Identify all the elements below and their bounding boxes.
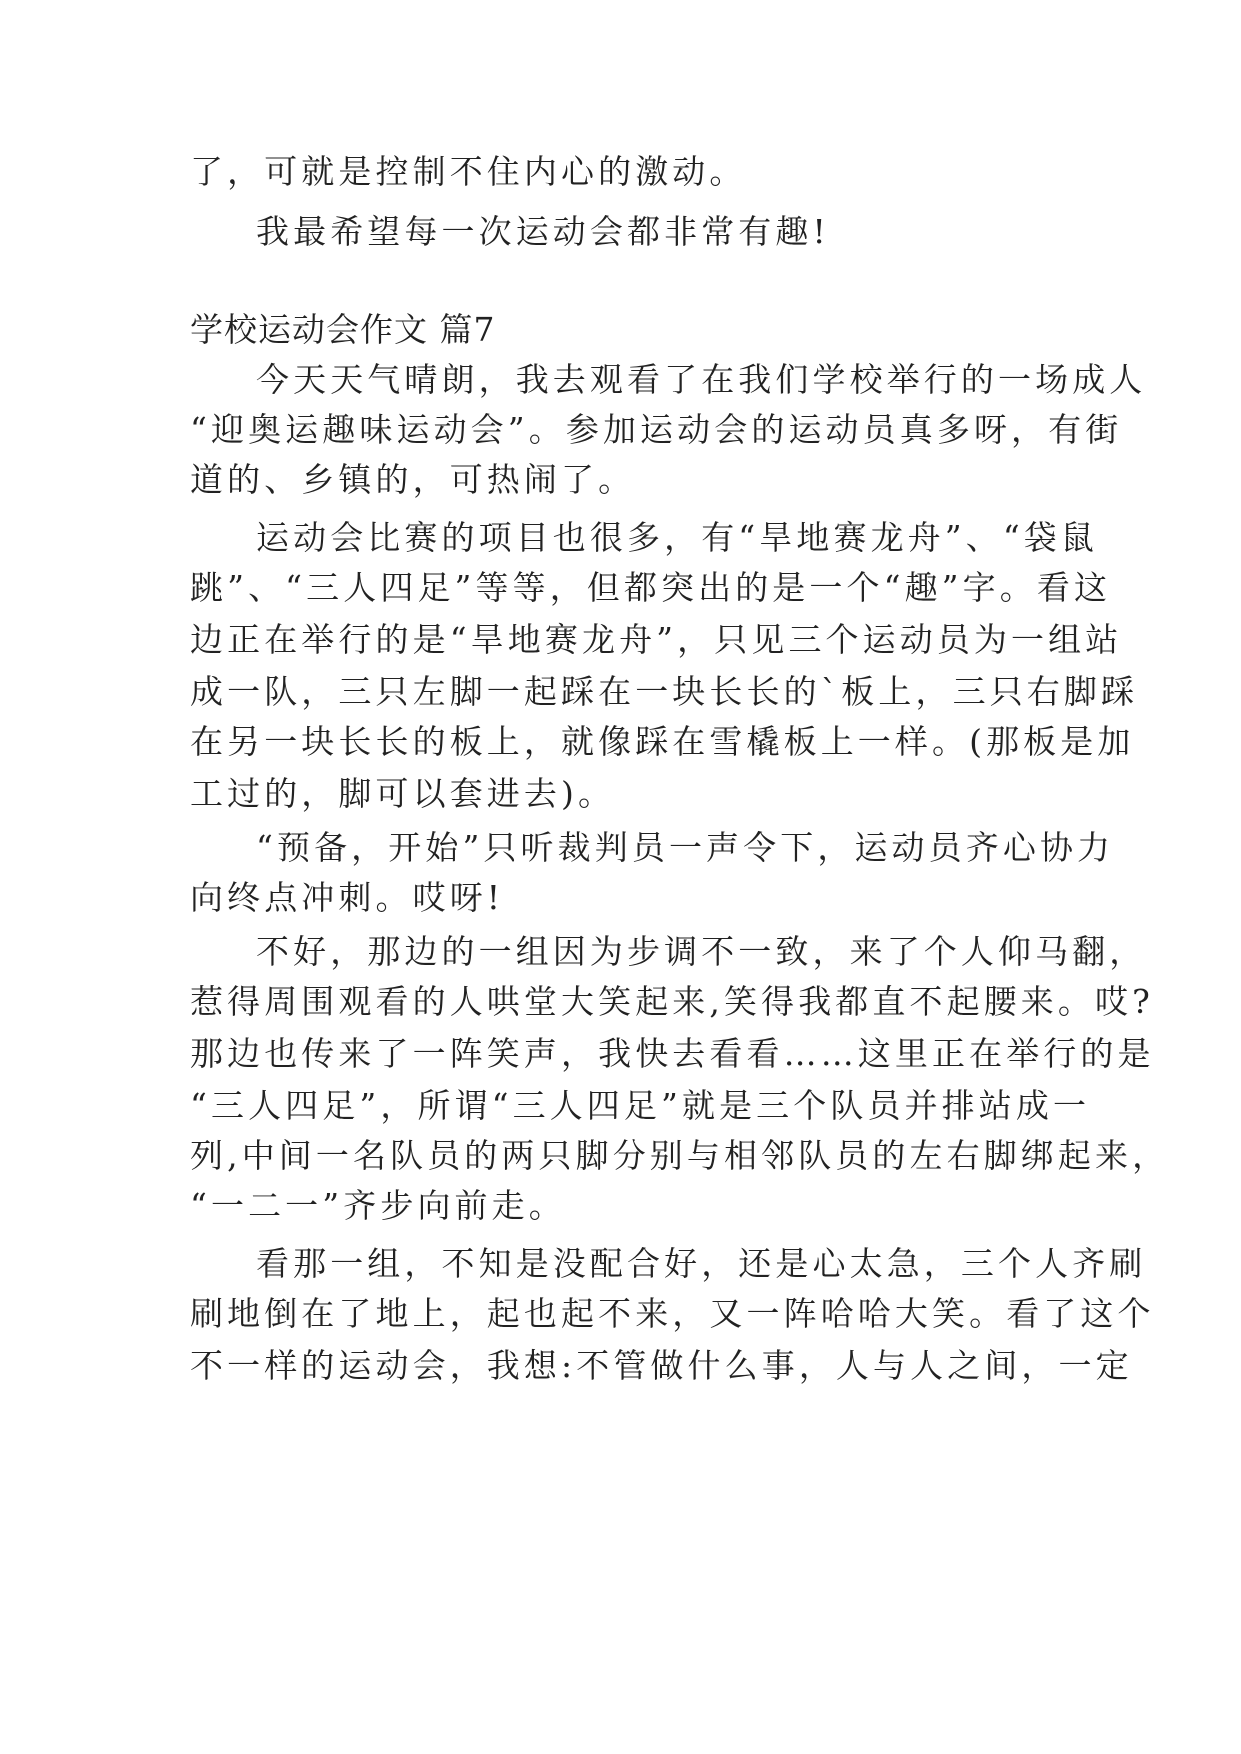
text-line: “迎奥运趣味运动会”。参加运动会的运动员真多呀，有街 (190, 410, 1123, 449)
text-line: 跳”、“三人四足”等等，但都突出的是一个“趣”字。看这 (190, 568, 1112, 607)
text-line: 我最希望每一次运动会都非常有趣! (256, 212, 830, 251)
text-line: “三人四足”，所谓“三人四足”就是三个队员并排站成一 (190, 1086, 1091, 1125)
text-line: 向终点冲刺。哎呀! (190, 878, 505, 917)
text-line: 刷地倒在了地上，起也起不来，又一阵哈哈大笑。看了这个 (190, 1294, 1155, 1333)
text-line: 不一样的运动会，我想:不管做什么事，人与人之间，一定 (190, 1346, 1133, 1385)
text-line: 惹得周围观看的人哄堂大笑起来,笑得我都直不起腰来。哎? (190, 982, 1154, 1021)
text-line: 列,中间一名队员的两只脚分别与相邻队员的左右脚绑起来， (190, 1136, 1170, 1175)
text-line: “一二一”齐步向前走。 (190, 1186, 566, 1225)
text-line: 道的、乡镇的，可热闹了。 (190, 460, 636, 499)
text-line: 边正在举行的是“旱地赛龙舟”，只见三个运动员为一组站 (190, 620, 1123, 659)
text-line: 运动会比赛的项目也很多，有“旱地赛龙舟”、“袋鼠 (256, 518, 1099, 557)
text-line: 在另一块长长的板上，就像踩在雪橇板上一样。(那板是加 (190, 722, 1135, 761)
section-heading: 学校运动会作文 篇7 (190, 310, 496, 349)
text-line: 了，可就是控制不住内心的激动。 (190, 152, 747, 191)
text-line: 今天天气晴朗，我去观看了在我们学校举行的一场成人 (256, 360, 1147, 399)
text-line: 工过的，脚可以套进去)。 (190, 774, 616, 813)
text-line: 不好，那边的一组因为步调不一致，来了个人仰马翻， (256, 932, 1147, 971)
text-line: 那边也传来了一阵笑声，我快去看看……这里正在举行的是 (190, 1034, 1155, 1073)
text-line: “预备，开始”只听裁判员一声令下，运动员齐心协力 (256, 828, 1115, 867)
text-line: 成一队，三只左脚一起踩在一块长长的`板上，三只右脚踩 (190, 672, 1139, 711)
text-line: 看那一组，不知是没配合好，还是心太急，三个人齐刷 (256, 1244, 1147, 1283)
